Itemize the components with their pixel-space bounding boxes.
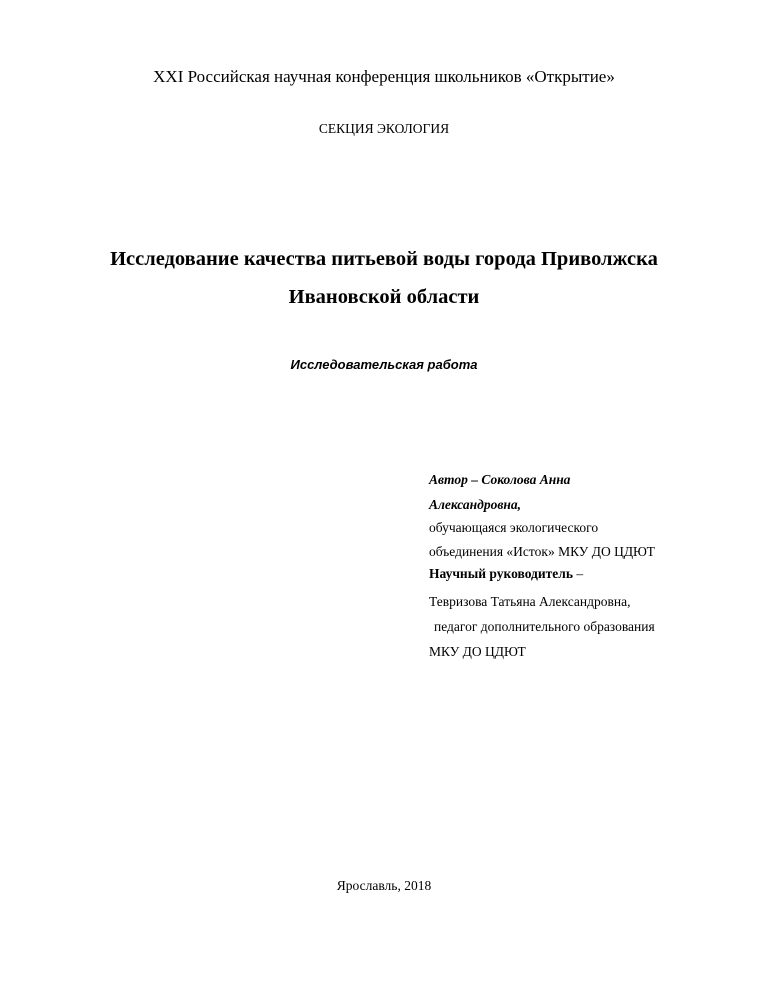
supervisor-dash: – <box>573 566 584 581</box>
supervisor-position: педагог дополнительного образования <box>434 619 655 634</box>
work-type: Исследовательская работа <box>290 357 478 372</box>
supervisor-organization: МКУ ДО ЦДЮТ <box>429 644 526 659</box>
section-name: СЕКЦИЯ ЭКОЛОГИЯ <box>318 121 450 136</box>
author-affiliation-line-1: обучающаяся экологического <box>429 520 599 535</box>
city-year: Ярославль, 2018 <box>336 878 432 893</box>
conference-name: XXI Российская научная конференция школьников «Открытие» <box>153 67 615 86</box>
author-line-2: Александровна, <box>429 497 521 512</box>
supervisor-heading <box>429 566 583 582</box>
author-affiliation-line-2: объединения «Исток» МКУ ДО ЦДЮТ <box>429 544 655 559</box>
supervisor-label: Научный руководитель <box>429 566 573 581</box>
author-line-1: Автор – Соколова Анна <box>429 472 571 487</box>
supervisor-name: Тевризова Татьяна Александровна, <box>429 594 631 609</box>
work-title-line-1: Исследование качества питьевой воды города Приволжска <box>110 248 658 270</box>
work-title-line-2: Ивановской области <box>288 286 480 308</box>
